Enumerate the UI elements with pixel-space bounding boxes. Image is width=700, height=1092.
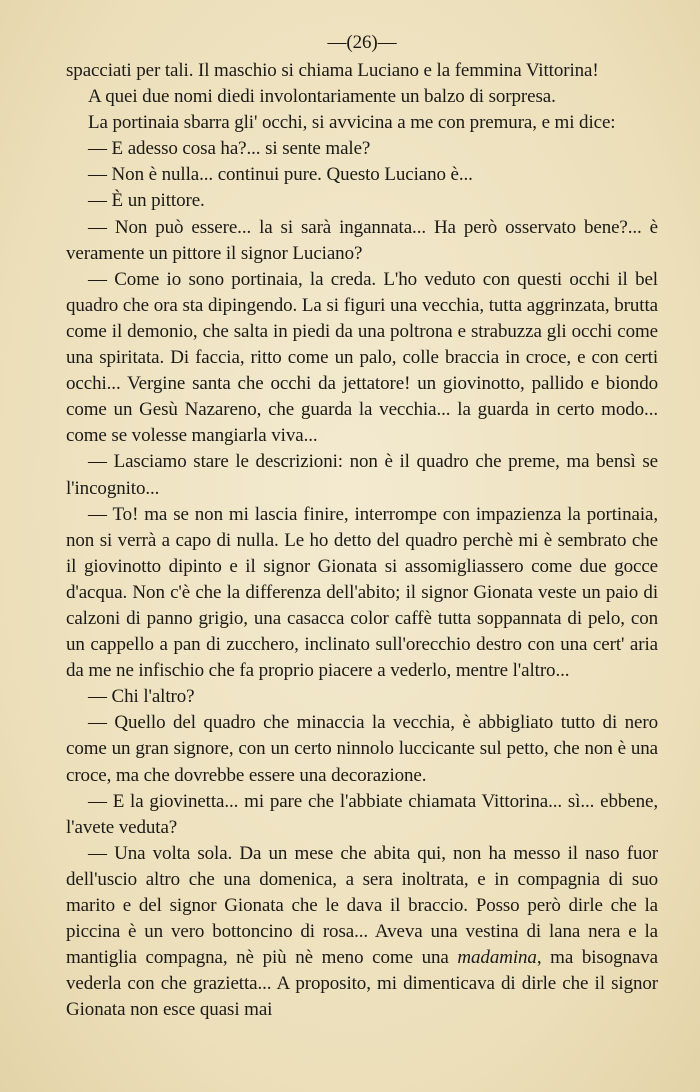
paragraph: — Chi l'altro?: [88, 686, 195, 708]
text-run: , ma bisognava vederla con che grazietta... A proposito, mi dimenticava di dirle che il signor Gionata non esce quasi mai: [66, 947, 658, 1021]
page-number: —(26)—: [327, 32, 397, 53]
paragraph: — To! ma se non mi lascia finire, interrompe con impazienza la portinaia, non si verrà a capo di nulla. Le ho detto del quadro perchè mi è sembrato che il giovinotto dipinto e il signor Gionata si assomigliassero come due gocce d'acqua. Non c'è che la differenza dell'abito; il signor Gionata veste un paio di calzoni di panno grigio, una casacca color caffè tutta soppannata di pelo, con un cappello a pan di zucchero, inclinato sull'orecchio destro con una cert' aria da me ne infischio che fa proprio piacere a vederlo, mentre l'altro...: [66, 503, 658, 682]
paragraph: — È un pittore.: [88, 190, 205, 212]
paragraph: — Quello del quadro che minaccia la vecchia, è abbigliato tutto di nero come un gran signore, con un certo ninnolo luccicante sul petto, che non è una croce, ma che dovrebbe essere una decorazione.: [66, 712, 658, 786]
paragraph: — Come io sono portinaia, la creda. L'ho veduto con questi occhi il bel quadro che ora sta dipingendo. La si figuri una vecchia, tutta aggrinzata, brutta come il demonio, che salta in piedi da una poltrona e strabuzza gli occhi come una spiritata. Di faccia, ritto come un palo, colle braccia in croce, e con certi occhi... Vergine santa che occhi da jettatore! un giovinotto, pallido e biondo come un Gesù Nazareno, che guarda la vecchia... la guarda in certo modo... come se volesse mangiarla viva...: [66, 268, 658, 447]
paragraph: — E la giovinetta... mi pare che l'abbiate chiamata Vittorina... sì... ebbene, l'avete veduta?: [66, 790, 658, 838]
paragraph-last: [66, 841, 658, 1024]
paragraph: — Non può essere... la si sarà ingannata... Ha però osservato bene?... è veramente un pittore il signor Luciano?: [66, 216, 658, 264]
paragraph: — E adesso cosa ha?... si sente male?: [88, 138, 371, 160]
paragraph: — Non è nulla... continui pure. Questo Luciano è...: [88, 164, 473, 186]
paragraph: A quei due nomi diedi involontariamente un balzo di sorpresa.: [88, 86, 556, 108]
paragraph: — Lasciamo stare le descrizioni: non è il quadro che preme, ma bensì se l'incognito...: [66, 451, 658, 499]
italic-word: madamina: [457, 947, 537, 969]
book-page: [66, 30, 658, 1023]
text-run: — Una volta sola. Da un mese che abita qui, non ha messo il naso fuor dell'uscio altro che una domenica, a sera inoltrata, e in compagnia di suo marito e del signor Gionata che le dava il braccio. Posso però dirle che la piccina è un vero bottoncino di rosa... Aveva una vestina di lana nera e la mantiglia compagna, nè più nè meno come una: [66, 842, 658, 969]
paragraph: La portinaia sbarra gli' occhi, si avvicina a me con premura, e mi dice:: [88, 112, 616, 134]
paragraph: spacciati per tali. Il maschio si chiama Luciano e la femmina Vittorina!: [66, 60, 599, 81]
